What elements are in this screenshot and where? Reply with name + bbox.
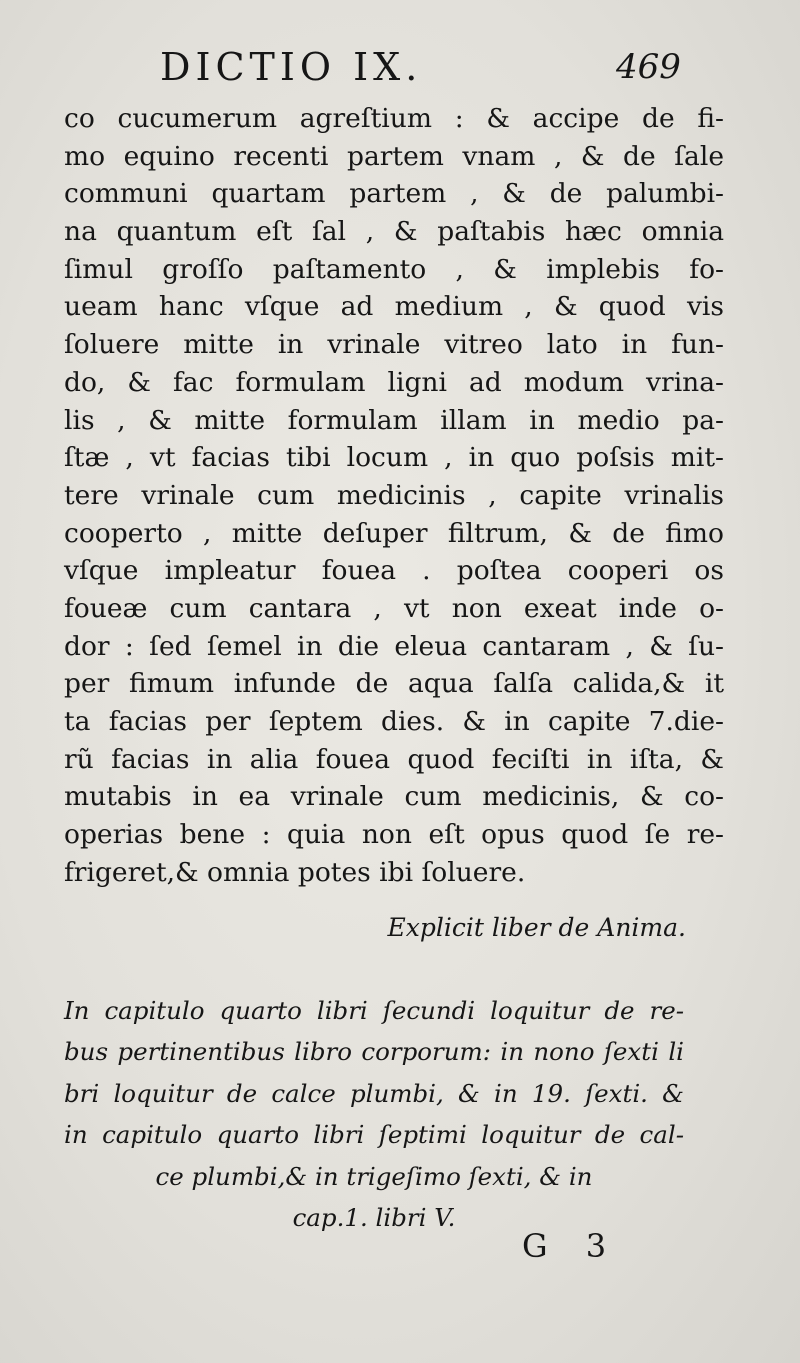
text-line: ueam hanc vſque ad medium , & quod vis <box>64 291 724 323</box>
text-line: tere vrinale cum medicinis , capite vrinalis <box>64 479 724 511</box>
note-line: bus pertinentibus libro corporum: in nono ſexti li <box>64 1037 684 1067</box>
text-line: ſtæ , vt facias tibi locum , in quo poſsis mit- <box>64 442 724 474</box>
text-line: ſimul groſſo paſtamento , & implebis fo- <box>64 253 724 285</box>
note-line: cap.1. libri V. <box>292 1202 456 1232</box>
note-line: ce plumbi,& in trigeſimo ſexti, & in <box>155 1161 593 1191</box>
page-header <box>0 42 800 92</box>
text-line: operias bene : quia non eſt opus quod ſe re- <box>64 819 724 851</box>
italic-note-block <box>64 990 684 1238</box>
text-line: frigeret,& omnia potes ibi ſoluere. <box>64 856 526 888</box>
main-text-block <box>64 100 724 891</box>
text-line: vſque impleatur fouea . poſtea cooperi os <box>64 555 724 587</box>
text-line: rũ facias in alia fouea quod feciſti in iſta, & <box>64 743 724 775</box>
signature-mark: G 3 <box>522 1227 621 1265</box>
note-line: bri loquitur de calce plumbi, & in 19. ſexti. & <box>64 1078 684 1108</box>
page-number: 469 <box>616 47 681 87</box>
note-line: in capitulo quarto libri ſeptimi loquitur de cal- <box>64 1120 684 1150</box>
text-line: dor : ſed ſemel in die eleua cantaram , & ſu- <box>64 630 724 662</box>
text-line: mo equino recenti partem vnam , & de ſale <box>64 140 724 172</box>
text-line: cooperto , mitte deſuper filtrum, & de fimo <box>64 517 724 549</box>
text-line: communi quartam partem , & de palumbi- <box>64 178 724 210</box>
text-line: co cucumerum agreſtium : & accipe de fi- <box>64 103 724 134</box>
explicit-line: Explicit liber de Anima. <box>387 913 686 942</box>
text-line: mutabis in ea vrinale cum medicinis, & co- <box>64 781 724 813</box>
text-line: ſoluere mitte in vrinale vitreo lato in fun- <box>64 329 724 361</box>
text-line: do, & fac formulam ligni ad modum vrina- <box>64 366 724 398</box>
text-line: ta facias per ſeptem dies. & in capite 7.die- <box>64 706 724 737</box>
text-line: na quantum eſt ſal , & paſtabis hæc omnia <box>64 216 724 248</box>
text-line: foueæ cum cantara , vt non exeat inde o- <box>64 592 724 624</box>
text-line: per fimum infunde de aqua ſalſa calida,& it <box>64 668 724 700</box>
running-head: DICTIO IX. <box>160 45 423 89</box>
note-line: In capitulo quarto libri ſecundi loquitur de re- <box>64 996 684 1025</box>
text-line: lis , & mitte formulam illam in medio pa- <box>64 404 724 436</box>
